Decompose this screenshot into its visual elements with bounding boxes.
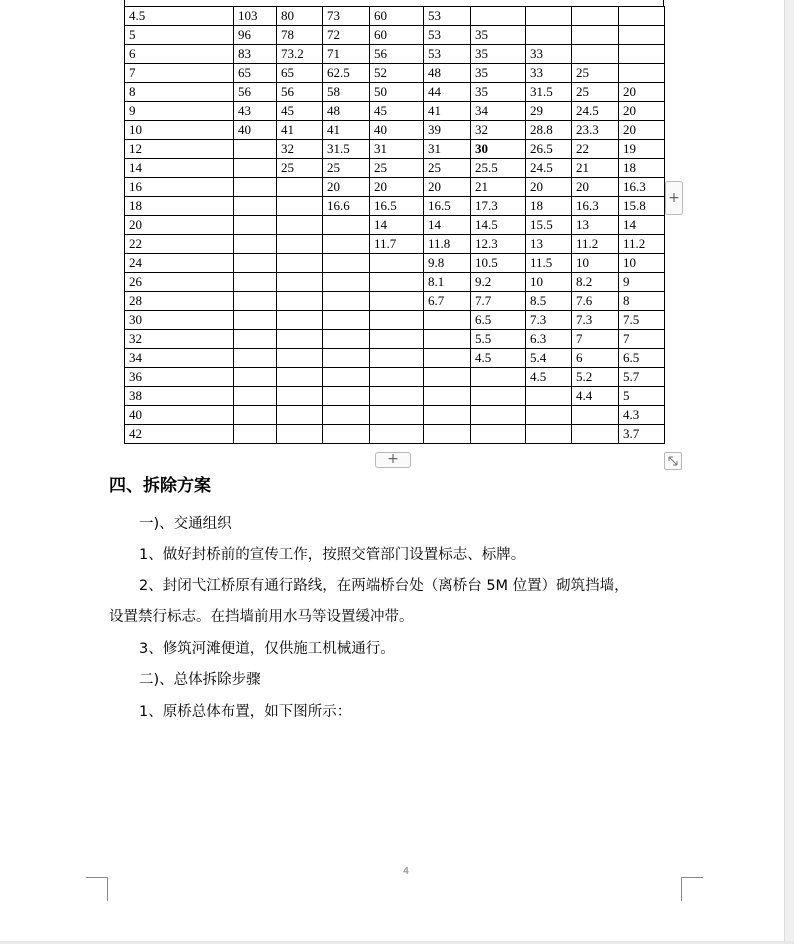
capacity-cell[interactable]: 7.6	[572, 292, 619, 311]
capacity-cell[interactable]	[526, 425, 572, 444]
capacity-cell[interactable]	[619, 45, 665, 64]
table-row	[125, 7, 665, 26]
radius-cell[interactable]: 5	[125, 26, 234, 45]
capacity-cell[interactable]: 8.1	[424, 273, 471, 292]
capacity-cell[interactable]	[526, 7, 572, 26]
capacity-cell[interactable]: 41	[323, 121, 370, 140]
subheading-demolition-steps: 二)、总体拆除步骤	[139, 672, 261, 688]
capacity-cell[interactable]	[323, 330, 370, 349]
capacity-cell[interactable]: 3.7	[619, 425, 665, 444]
lifting-capacity-table[interactable]	[124, 6, 665, 444]
capacity-cell[interactable]	[526, 387, 572, 406]
capacity-cell[interactable]: 20	[370, 178, 424, 197]
capacity-cell[interactable]: 7.3	[572, 311, 619, 330]
capacity-cell[interactable]: 11.8	[424, 235, 471, 254]
capacity-cell[interactable]: 32	[471, 121, 526, 140]
capacity-cell[interactable]	[323, 254, 370, 273]
capacity-cell[interactable]: 20	[619, 121, 665, 140]
table-row	[125, 140, 665, 159]
capacity-cell[interactable]	[424, 406, 471, 425]
capacity-cell[interactable]: 56	[234, 83, 277, 102]
table-row	[125, 254, 665, 273]
capacity-cell[interactable]	[323, 425, 370, 444]
table-row	[125, 425, 665, 444]
capacity-cell[interactable]	[323, 235, 370, 254]
capacity-cell[interactable]: 30	[471, 140, 526, 159]
radius-cell[interactable]: 16	[125, 178, 234, 197]
capacity-cell[interactable]: 24.5	[572, 102, 619, 121]
radius-cell[interactable]: 18	[125, 197, 234, 216]
capacity-cell[interactable]	[619, 7, 665, 26]
capacity-cell[interactable]: 73.2	[277, 45, 323, 64]
capacity-cell[interactable]: 20	[526, 178, 572, 197]
radius-cell[interactable]: 22	[125, 235, 234, 254]
capacity-cell[interactable]: 7.3	[526, 311, 572, 330]
capacity-cell[interactable]: 14.5	[471, 216, 526, 235]
capacity-cell[interactable]: 10	[526, 273, 572, 292]
capacity-cell[interactable]	[370, 349, 424, 368]
capacity-cell[interactable]	[370, 292, 424, 311]
section-heading: 四、拆除方案	[109, 476, 211, 496]
table-resize-handle[interactable]	[664, 452, 682, 470]
capacity-cell[interactable]	[370, 368, 424, 387]
capacity-cell[interactable]: 44	[424, 83, 471, 102]
capacity-cell[interactable]: 43	[234, 102, 277, 121]
capacity-cell[interactable]: 7.5	[619, 311, 665, 330]
capacity-cell[interactable]: 20	[572, 178, 619, 197]
capacity-cell[interactable]	[234, 406, 277, 425]
capacity-cell[interactable]	[572, 45, 619, 64]
capacity-cell[interactable]	[323, 311, 370, 330]
paragraph-item-2-line-2: 设置禁行标志。在挡墙前用水马等设置缓冲带。	[109, 609, 414, 625]
radius-cell[interactable]: 10	[125, 121, 234, 140]
capacity-cell[interactable]: 8.2	[572, 273, 619, 292]
capacity-cell[interactable]	[370, 387, 424, 406]
capacity-cell[interactable]: 71	[323, 45, 370, 64]
add-row-button[interactable]	[375, 452, 411, 468]
table-row	[125, 83, 665, 102]
capacity-cell[interactable]: 41	[277, 121, 323, 140]
capacity-cell[interactable]: 11.5	[526, 254, 572, 273]
capacity-cell[interactable]: 24.5	[526, 159, 572, 178]
capacity-cell[interactable]: 5.5	[471, 330, 526, 349]
capacity-cell[interactable]: 32	[277, 140, 323, 159]
capacity-cell[interactable]	[234, 140, 277, 159]
radius-cell[interactable]: 12	[125, 140, 234, 159]
table-row	[125, 64, 665, 83]
capacity-cell[interactable]: 16.5	[424, 197, 471, 216]
capacity-cell[interactable]: 8	[619, 292, 665, 311]
capacity-cell[interactable]: 21	[471, 178, 526, 197]
capacity-cell[interactable]: 83	[234, 45, 277, 64]
capacity-cell[interactable]	[526, 26, 572, 45]
capacity-cell[interactable]	[277, 349, 323, 368]
capacity-cell[interactable]: 10	[619, 254, 665, 273]
capacity-cell[interactable]	[572, 26, 619, 45]
capacity-cell[interactable]	[277, 292, 323, 311]
capacity-cell[interactable]	[234, 159, 277, 178]
capacity-cell[interactable]	[572, 425, 619, 444]
capacity-cell[interactable]: 31	[424, 140, 471, 159]
capacity-cell[interactable]: 35	[471, 83, 526, 102]
capacity-cell[interactable]: 11.2	[619, 235, 665, 254]
capacity-cell[interactable]	[234, 425, 277, 444]
table-row	[125, 235, 665, 254]
add-column-button[interactable]	[665, 181, 683, 215]
capacity-cell[interactable]	[619, 64, 665, 83]
capacity-cell[interactable]	[471, 406, 526, 425]
capacity-cell[interactable]: 45	[277, 102, 323, 121]
capacity-cell[interactable]: 18	[619, 159, 665, 178]
capacity-cell[interactable]	[471, 368, 526, 387]
capacity-cell[interactable]: 53	[424, 7, 471, 26]
capacity-cell[interactable]	[323, 273, 370, 292]
capacity-cell[interactable]: 9.8	[424, 254, 471, 273]
capacity-cell[interactable]	[234, 387, 277, 406]
capacity-cell[interactable]	[234, 292, 277, 311]
table-row	[125, 406, 665, 425]
capacity-cell[interactable]	[277, 368, 323, 387]
capacity-cell[interactable]	[370, 273, 424, 292]
radius-cell[interactable]: 36	[125, 368, 234, 387]
capacity-cell[interactable]: 4.5	[526, 368, 572, 387]
capacity-cell[interactable]	[424, 368, 471, 387]
capacity-cell[interactable]: 96	[234, 26, 277, 45]
capacity-cell[interactable]: 21	[572, 159, 619, 178]
capacity-cell[interactable]: 28.8	[526, 121, 572, 140]
table-row	[125, 102, 665, 121]
capacity-cell[interactable]: 35	[471, 64, 526, 83]
resize-diagonal-icon	[667, 455, 679, 467]
radius-cell[interactable]: 4.5	[125, 7, 234, 26]
capacity-cell[interactable]	[370, 330, 424, 349]
capacity-cell[interactable]: 22	[572, 140, 619, 159]
capacity-cell[interactable]	[277, 197, 323, 216]
capacity-cell[interactable]: 39	[424, 121, 471, 140]
table-row	[125, 26, 665, 45]
capacity-cell[interactable]: 31.5	[526, 83, 572, 102]
capacity-cell[interactable]: 7.7	[471, 292, 526, 311]
capacity-cell[interactable]: 25	[424, 159, 471, 178]
capacity-cell[interactable]: 6.5	[619, 349, 665, 368]
capacity-cell[interactable]: 7	[619, 330, 665, 349]
capacity-cell[interactable]	[277, 273, 323, 292]
capacity-cell[interactable]	[370, 425, 424, 444]
capacity-cell[interactable]: 17.3	[471, 197, 526, 216]
table-row	[125, 273, 665, 292]
capacity-cell[interactable]: 5.4	[526, 349, 572, 368]
capacity-cell[interactable]: 31.5	[323, 140, 370, 159]
capacity-cell[interactable]: 29	[526, 102, 572, 121]
capacity-cell[interactable]: 48	[424, 64, 471, 83]
table-row	[125, 349, 665, 368]
capacity-cell[interactable]: 53	[424, 26, 471, 45]
capacity-cell[interactable]: 50	[370, 83, 424, 102]
capacity-cell[interactable]: 23.3	[572, 121, 619, 140]
capacity-cell[interactable]	[277, 235, 323, 254]
capacity-cell[interactable]: 58	[323, 83, 370, 102]
capacity-cell[interactable]: 35	[471, 45, 526, 64]
capacity-cell[interactable]: 25	[323, 159, 370, 178]
capacity-cell[interactable]: 4.4	[572, 387, 619, 406]
capacity-cell[interactable]: 25	[572, 83, 619, 102]
capacity-cell[interactable]: 14	[370, 216, 424, 235]
capacity-cell[interactable]: 9.2	[471, 273, 526, 292]
capacity-cell[interactable]: 73	[323, 7, 370, 26]
capacity-cell[interactable]	[234, 311, 277, 330]
capacity-cell[interactable]: 56	[370, 45, 424, 64]
capacity-cell[interactable]: 20	[424, 178, 471, 197]
capacity-cell[interactable]: 31	[370, 140, 424, 159]
capacity-cell[interactable]	[323, 292, 370, 311]
subheading-traffic: 一)、交通组织	[139, 516, 232, 532]
plus-icon: +	[387, 451, 399, 467]
capacity-cell[interactable]: 40	[234, 121, 277, 140]
table-row	[125, 159, 665, 178]
capacity-cell[interactable]: 7	[572, 330, 619, 349]
radius-cell[interactable]: 34	[125, 349, 234, 368]
capacity-cell[interactable]	[234, 273, 277, 292]
table-row	[125, 178, 665, 197]
capacity-cell[interactable]: 8.5	[526, 292, 572, 311]
page-number: 4	[402, 866, 410, 877]
capacity-cell[interactable]	[323, 387, 370, 406]
capacity-cell[interactable]: 6.5	[471, 311, 526, 330]
capacity-cell[interactable]: 15.8	[619, 197, 665, 216]
capacity-cell[interactable]	[424, 311, 471, 330]
capacity-cell[interactable]	[277, 178, 323, 197]
capacity-cell[interactable]: 41	[424, 102, 471, 121]
capacity-cell[interactable]: 14	[424, 216, 471, 235]
table-row	[125, 387, 665, 406]
capacity-cell[interactable]	[471, 425, 526, 444]
capacity-cell[interactable]: 25.5	[471, 159, 526, 178]
capacity-cell[interactable]: 52	[370, 64, 424, 83]
capacity-cell[interactable]	[277, 254, 323, 273]
capacity-cell[interactable]: 19	[619, 140, 665, 159]
capacity-cell[interactable]	[234, 254, 277, 273]
capacity-cell[interactable]	[471, 387, 526, 406]
capacity-cell[interactable]	[323, 368, 370, 387]
radius-cell[interactable]: 20	[125, 216, 234, 235]
window-edge	[784, 0, 794, 944]
capacity-cell[interactable]	[277, 425, 323, 444]
radius-cell[interactable]: 14	[125, 159, 234, 178]
capacity-cell[interactable]	[323, 406, 370, 425]
radius-cell[interactable]: 26	[125, 273, 234, 292]
capacity-cell[interactable]	[424, 330, 471, 349]
capacity-cell[interactable]: 45	[370, 102, 424, 121]
capacity-cell[interactable]: 5.7	[619, 368, 665, 387]
capacity-cell[interactable]: 13	[572, 216, 619, 235]
capacity-cell[interactable]: 11.2	[572, 235, 619, 254]
capacity-cell[interactable]: 60	[370, 7, 424, 26]
capacity-cell[interactable]: 14	[619, 216, 665, 235]
capacity-cell[interactable]	[234, 349, 277, 368]
capacity-cell[interactable]: 25	[370, 159, 424, 178]
capacity-cell[interactable]: 5.2	[572, 368, 619, 387]
capacity-cell[interactable]: 6	[572, 349, 619, 368]
capacity-cell[interactable]	[234, 235, 277, 254]
paragraph-item-1: 1、做好封桥前的宣传工作，按照交管部门设置标志、标牌。	[139, 547, 526, 563]
table-row	[125, 216, 665, 235]
table-row	[125, 292, 665, 311]
capacity-cell[interactable]	[619, 26, 665, 45]
paragraph-item-4: 1、原桥总体布置，如下图所示：	[139, 704, 352, 720]
capacity-cell[interactable]: 4.3	[619, 406, 665, 425]
table-row	[125, 311, 665, 330]
capacity-cell[interactable]: 78	[277, 26, 323, 45]
capacity-cell[interactable]: 60	[370, 26, 424, 45]
capacity-cell[interactable]	[234, 368, 277, 387]
capacity-cell[interactable]	[526, 406, 572, 425]
capacity-cell[interactable]	[277, 330, 323, 349]
capacity-cell[interactable]: 6.7	[424, 292, 471, 311]
paragraph-item-3: 3、修筑河滩便道，仅供施工机械通行。	[139, 641, 395, 657]
radius-cell[interactable]: 6	[125, 45, 234, 64]
capacity-cell[interactable]: 20	[323, 178, 370, 197]
capacity-cell[interactable]: 53	[424, 45, 471, 64]
capacity-cell[interactable]	[323, 216, 370, 235]
capacity-cell[interactable]: 20	[619, 102, 665, 121]
radius-cell[interactable]: 28	[125, 292, 234, 311]
capacity-cell[interactable]: 18	[526, 197, 572, 216]
table-row	[125, 121, 665, 140]
capacity-cell[interactable]: 33	[526, 45, 572, 64]
capacity-cell[interactable]: 26.5	[526, 140, 572, 159]
capacity-cell[interactable]	[323, 349, 370, 368]
capacity-cell[interactable]: 11.7	[370, 235, 424, 254]
capacity-cell[interactable]	[277, 216, 323, 235]
capacity-cell[interactable]: 9	[619, 273, 665, 292]
plus-icon: +	[668, 190, 680, 206]
radius-cell[interactable]: 42	[125, 425, 234, 444]
capacity-cell[interactable]: 10.5	[471, 254, 526, 273]
capacity-cell[interactable]	[424, 349, 471, 368]
capacity-cell[interactable]	[370, 311, 424, 330]
capacity-cell[interactable]: 48	[323, 102, 370, 121]
capacity-cell[interactable]: 10	[572, 254, 619, 273]
radius-cell[interactable]: 38	[125, 387, 234, 406]
capacity-cell[interactable]	[234, 197, 277, 216]
capacity-cell[interactable]	[370, 254, 424, 273]
capacity-cell[interactable]: 33	[526, 64, 572, 83]
capacity-cell[interactable]	[471, 7, 526, 26]
capacity-cell[interactable]: 16.5	[370, 197, 424, 216]
capacity-cell[interactable]: 4.5	[471, 349, 526, 368]
capacity-cell[interactable]	[572, 406, 619, 425]
capacity-cell[interactable]: 6.3	[526, 330, 572, 349]
capacity-cell[interactable]	[234, 330, 277, 349]
capacity-cell[interactable]: 15.5	[526, 216, 572, 235]
capacity-cell[interactable]: 65	[277, 64, 323, 83]
capacity-cell[interactable]	[277, 406, 323, 425]
capacity-cell[interactable]: 16.3	[619, 178, 665, 197]
capacity-cell[interactable]: 16.3	[572, 197, 619, 216]
radius-cell[interactable]: 32	[125, 330, 234, 349]
capacity-cell[interactable]	[572, 7, 619, 26]
capacity-cell[interactable]	[234, 178, 277, 197]
radius-cell[interactable]: 30	[125, 311, 234, 330]
capacity-cell[interactable]: 16.6	[323, 197, 370, 216]
capacity-cell[interactable]: 80	[277, 7, 323, 26]
margin-corner-mark-right	[681, 877, 703, 901]
capacity-cell[interactable]	[277, 387, 323, 406]
capacity-cell[interactable]: 34	[471, 102, 526, 121]
capacity-cell[interactable]: 56	[277, 83, 323, 102]
radius-cell[interactable]: 8	[125, 83, 234, 102]
capacity-cell[interactable]: 103	[234, 7, 277, 26]
capacity-cell[interactable]: 72	[323, 26, 370, 45]
radius-cell[interactable]: 24	[125, 254, 234, 273]
capacity-cell[interactable]: 20	[619, 83, 665, 102]
capacity-cell[interactable]	[234, 216, 277, 235]
capacity-cell[interactable]: 35	[471, 26, 526, 45]
capacity-cell[interactable]: 62.5	[323, 64, 370, 83]
table-row	[125, 368, 665, 387]
capacity-cell[interactable]: 12.3	[471, 235, 526, 254]
capacity-cell[interactable]	[424, 425, 471, 444]
radius-cell[interactable]: 7	[125, 64, 234, 83]
capacity-cell[interactable]: 5	[619, 387, 665, 406]
capacity-cell[interactable]	[277, 311, 323, 330]
table-row	[125, 330, 665, 349]
capacity-cell[interactable]: 40	[370, 121, 424, 140]
radius-cell[interactable]: 9	[125, 102, 234, 121]
capacity-cell[interactable]: 25	[572, 64, 619, 83]
radius-cell[interactable]: 40	[125, 406, 234, 425]
capacity-cell[interactable]: 25	[277, 159, 323, 178]
table-row	[125, 45, 665, 64]
margin-corner-mark-left	[86, 877, 108, 901]
table-row	[125, 197, 665, 216]
paragraph-item-2-line-1: 2、封闭弋江桥原有通行路线，在两端桥台处（离桥台 5M 位置）砌筑挡墙，	[139, 578, 629, 594]
capacity-cell[interactable]: 13	[526, 235, 572, 254]
capacity-cell[interactable]: 65	[234, 64, 277, 83]
capacity-cell[interactable]	[370, 406, 424, 425]
capacity-cell[interactable]	[424, 387, 471, 406]
